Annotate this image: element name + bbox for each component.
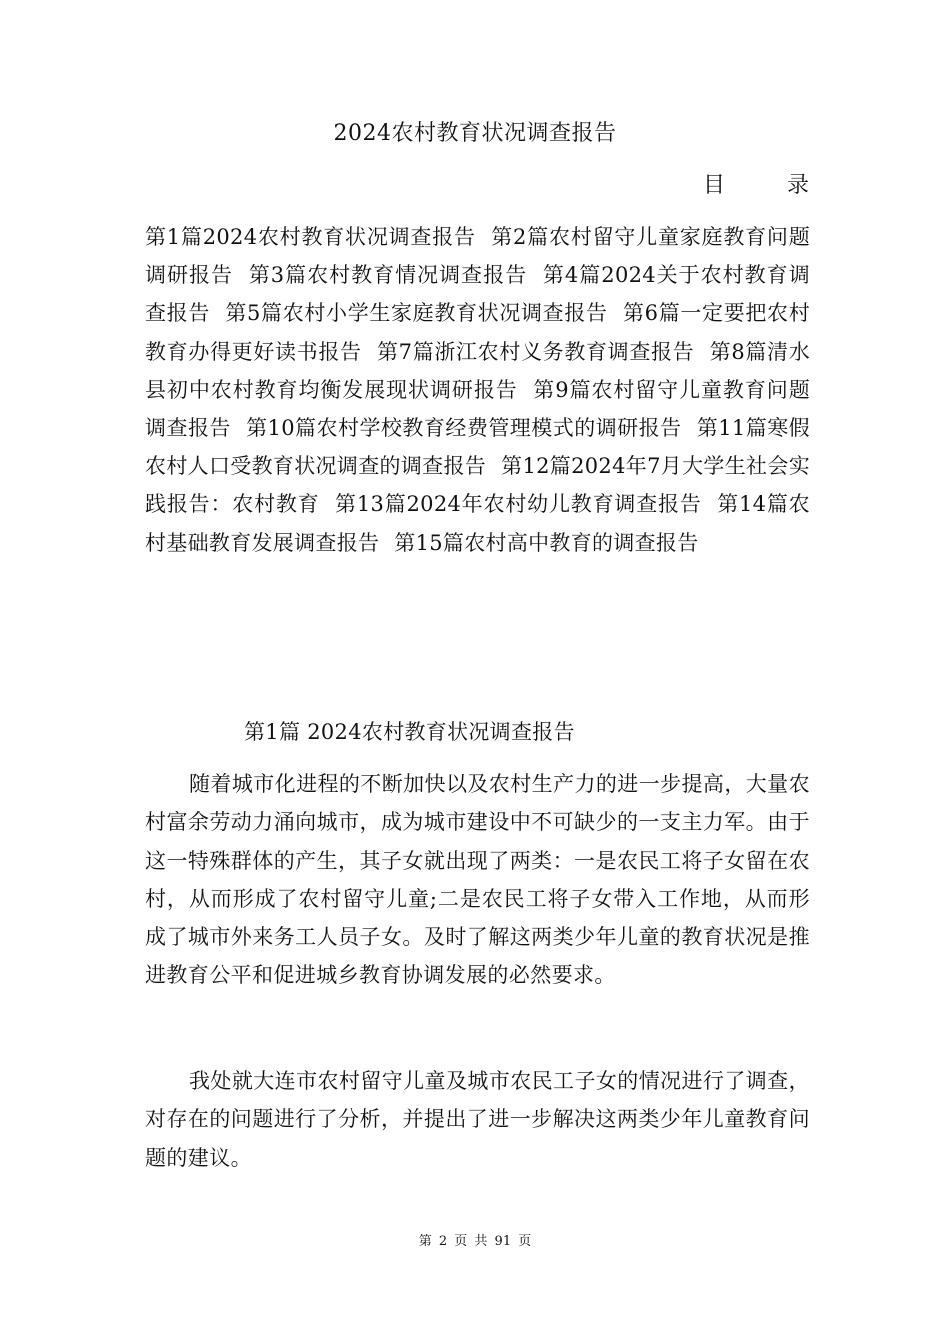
toc-heading-char-1: 目 bbox=[703, 173, 726, 198]
toc-item: 第11篇寒假农村人口受教育状况调查的调查报告 bbox=[145, 416, 810, 479]
section-heading: 第1篇 2024农村教育状况调查报告 bbox=[244, 720, 575, 744]
toc-item: 第2篇农村留守儿童家庭教育问题调研报告 bbox=[145, 225, 811, 288]
toc-item: 第12篇2024年7月大学生社会实践报告：农村教育 bbox=[145, 454, 810, 517]
toc-item: 第6篇一定要把农村教育办得更好读书报告 bbox=[145, 301, 810, 364]
toc-item: 第8篇清水县初中农村教育均衡发展现状调研报告 bbox=[145, 339, 810, 402]
toc-item: 第13篇2024年农村幼儿教育调查报告 bbox=[335, 492, 702, 517]
toc-item: 第3篇农村教育情况调查报告 bbox=[248, 263, 528, 288]
body-paragraph: 随着城市化进程的不断加快以及农村生产力的进一步提高，大量农村富余劳动力涌向城市，成为城市建设中不可缺少的一支主力军。由于这一特殊群体的产生，其子女就出现了两类：一是农民工将子女留在农村，从而形成了农村留守儿童;二是农民工将子女带入工作地，从而形成了城市外来务工人员子女。及时了解这两类少年儿童的教育状况是推进教育公平和促进城乡教育协调发展的必然要求。 bbox=[145, 772, 810, 988]
table-of-contents bbox=[145, 218, 810, 562]
body-paragraph: 我处就大连市农村留守儿童及城市农民工子女的情况进行了调查，对存在的问题进行了分析，并提出了进一步解决这两类少年儿童教育问题的建议。 bbox=[145, 1069, 810, 1170]
document-title: 2024农村教育状况调查报告 bbox=[333, 121, 617, 146]
toc-item: 第9篇农村留守儿童教育问题调查报告 bbox=[145, 377, 810, 441]
toc-item: 第5篇农村小学生家庭教育状况调查报告 bbox=[225, 301, 608, 326]
toc-item: 第1篇2024农村教育状况调查报告 bbox=[145, 225, 476, 249]
toc-item: 第4篇2024关于农村教育调查报告 bbox=[145, 263, 810, 326]
toc-heading bbox=[703, 170, 809, 202]
toc-heading-char-2: 录 bbox=[786, 173, 809, 198]
toc-item: 第15篇农村高中教育的调查报告 bbox=[394, 530, 699, 555]
toc-item: 第7篇浙江农村义务教育调查报告 bbox=[377, 339, 695, 364]
toc-item: 第10篇农村学校教育经费管理模式的调研报告 bbox=[246, 416, 682, 441]
toc-item: 第14篇农村基础教育发展调查报告 bbox=[145, 492, 810, 555]
page-footer: 第 2 页 共 91 页 bbox=[418, 1234, 532, 1249]
